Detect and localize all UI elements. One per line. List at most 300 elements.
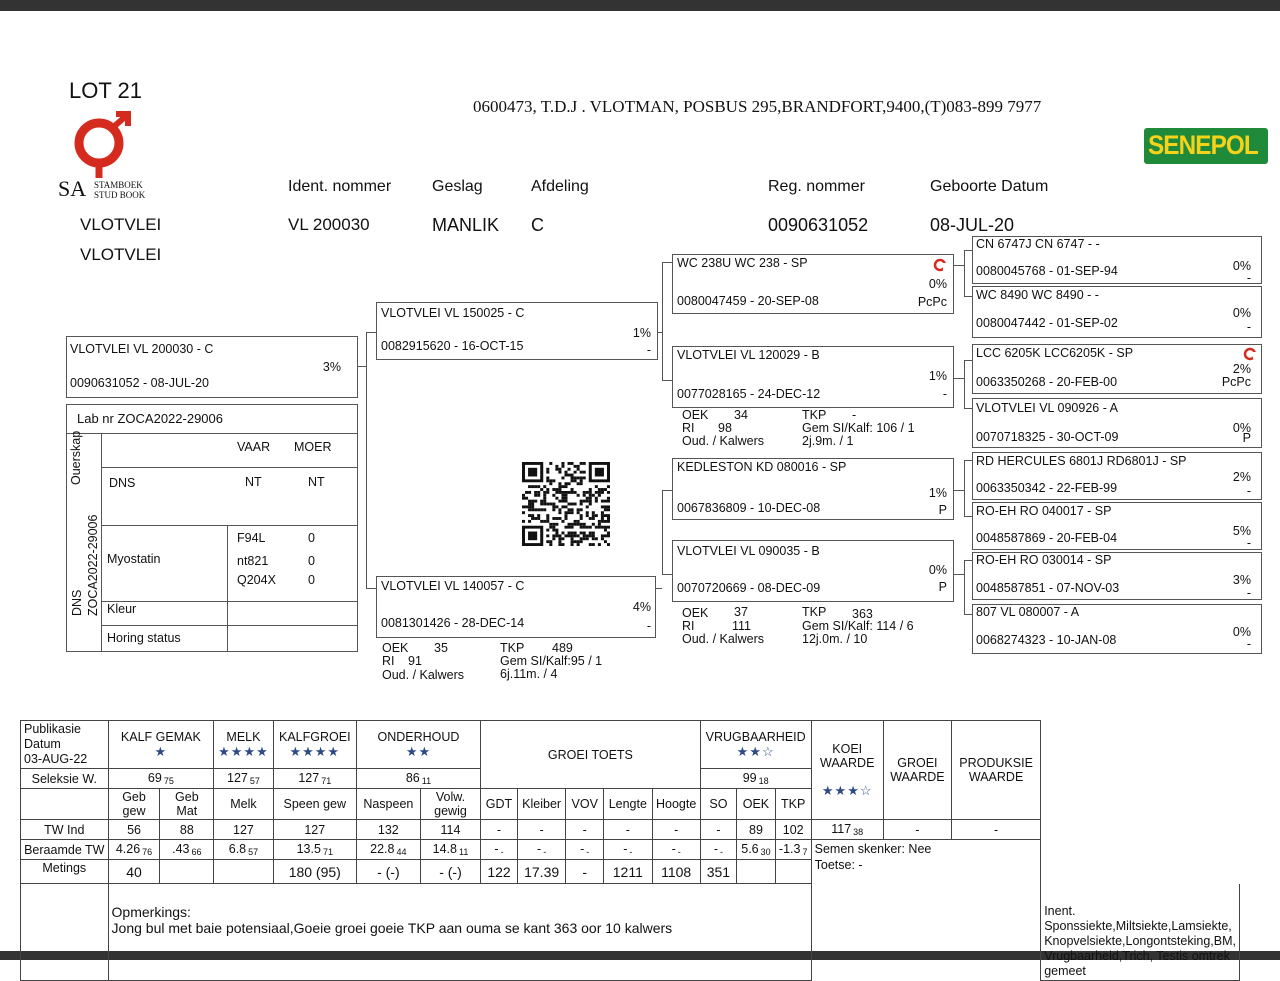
ss-code: PcPc	[917, 295, 947, 309]
self-reg: 0090631052 - 08-JUL-20	[70, 376, 209, 390]
star-rating: ★★★☆	[821, 783, 873, 798]
connector	[366, 588, 376, 589]
column-header: Lengte	[604, 789, 653, 820]
sd-reg: 0077028165 - 24-DEC-12	[677, 387, 821, 401]
reg-label: Reg. nommer	[768, 178, 865, 195]
column-header: SO	[700, 789, 736, 820]
sdd-code: P	[1242, 431, 1251, 445]
ddd-pct: 0%	[1232, 625, 1251, 639]
column-header: Melk	[214, 789, 274, 820]
ebv-label: Beraamde TW	[21, 840, 109, 860]
connector	[964, 360, 972, 361]
value: -	[580, 842, 585, 856]
sdd-reg: 0070718325 - 30-OCT-09	[976, 430, 1119, 444]
connector	[662, 574, 672, 575]
dds-pct: 3%	[1232, 573, 1251, 587]
connector	[964, 250, 965, 296]
connector	[964, 460, 972, 461]
pedigree-dds[interactable]	[972, 552, 1262, 600]
stat-label: Oud. / Kalwers	[382, 668, 464, 682]
tw-value: -	[952, 820, 1041, 840]
value: .43	[172, 842, 190, 856]
sel-kalf	[108, 769, 214, 789]
pedigree-ddd[interactable]	[972, 604, 1262, 654]
top-bar	[0, 0, 1280, 11]
kalfgroei-header	[273, 721, 356, 769]
senepol-logo	[1144, 128, 1268, 164]
stat-label: OEK	[382, 641, 409, 655]
meet-value	[214, 860, 274, 884]
produksie-header: PRODUKSIE WAARDE	[952, 721, 1041, 820]
stat-label: RI	[682, 421, 695, 435]
dam-ri: 91	[408, 654, 422, 668]
accuracy: 75	[163, 776, 174, 786]
dam-code: -	[646, 619, 651, 633]
dds-name: RO-EH RO 030014 - SP	[976, 553, 1112, 567]
myo-val: 0	[308, 573, 315, 587]
myo-key: F94L	[237, 531, 266, 545]
dd-code: P	[938, 580, 947, 594]
vrugbaar-header	[700, 721, 811, 769]
vaar-header: VAAR	[237, 440, 271, 454]
stat-label: RI	[682, 619, 695, 633]
sd-name: VLOTVLEI VL 120029 - B	[677, 348, 820, 362]
connector	[954, 574, 964, 575]
meet-value: 180 (95)	[273, 860, 356, 884]
stat-label: Oud. / Kalwers	[682, 632, 764, 646]
groei-header: GROEI WAARDE	[883, 721, 951, 820]
ebv-value	[775, 840, 811, 860]
birth-label: Geboorte Datum	[930, 178, 1049, 195]
star-rating: ★★	[405, 743, 432, 759]
connector	[964, 360, 965, 408]
pub-cell	[21, 721, 109, 769]
ss-name: WC 238U WC 238 - SP	[677, 256, 808, 270]
dsd-name: RO-EH RO 040017 - SP	[976, 504, 1112, 518]
accuracy: -	[586, 847, 590, 857]
tw-label: TW Ind	[21, 820, 109, 840]
meet-value	[160, 860, 214, 884]
dam-pct: 4%	[632, 600, 651, 614]
sdd-name: VLOTVLEI VL 090926 - A	[976, 401, 1118, 415]
pedigree-dam[interactable]	[376, 576, 656, 638]
sex-value: MANLIK	[432, 215, 500, 235]
dd-age: 12j.0m. / 10	[802, 632, 868, 646]
myo-key: Q204X	[237, 573, 276, 587]
connector	[964, 296, 972, 297]
logo-line2: STUD BOOK	[94, 190, 146, 200]
meet-value: - (-)	[356, 860, 420, 884]
toetse-text: Toetse: -	[814, 858, 863, 872]
meet-label: Metings	[21, 860, 109, 884]
herd-name-2: VLOTVLEI	[80, 245, 162, 264]
senepol-text: SENEPOL	[1148, 130, 1258, 160]
meet-value: -	[566, 860, 604, 884]
sdd-pct: 0%	[1232, 421, 1251, 435]
tw-value: -	[481, 820, 518, 840]
connector	[662, 262, 672, 263]
sel-onderhoud	[356, 769, 480, 789]
ebv-value	[108, 840, 160, 860]
sd-tkp: -	[852, 408, 857, 422]
selection-label: Seleksie W.	[21, 769, 109, 789]
test-line: Vrugbaarheid,Trich, Testis omtrek gemeet	[1044, 948, 1230, 978]
dna-panel	[66, 404, 358, 652]
lab-number: Lab nr ZOCA2022-29006	[77, 411, 223, 426]
ebv-value	[160, 840, 214, 860]
ds-pct: 1%	[928, 486, 947, 500]
genomic-tested-icon	[933, 258, 949, 272]
tw-koei	[811, 820, 883, 840]
column-header: VOV	[566, 789, 604, 820]
sds-reg: 0063350268 - 20-FEB-00	[976, 375, 1118, 389]
pedigree-dam-sire[interactable]	[672, 458, 954, 520]
connector	[662, 490, 672, 491]
connector	[662, 262, 663, 380]
myo-val: 0	[308, 554, 315, 568]
connector	[656, 588, 662, 589]
accuracy: 71	[321, 776, 332, 786]
connector	[954, 378, 964, 379]
connector	[964, 460, 965, 516]
dam-reg: 0081301426 - 28-DEC-14	[381, 616, 525, 630]
dns-vertical-code: ZOCA2022-29006	[86, 514, 100, 616]
pedigree-sdd[interactable]	[972, 398, 1262, 448]
dam-gem: Gem SI/Kalf:95 / 1	[500, 654, 603, 668]
ebv-value	[566, 840, 604, 860]
connector	[662, 380, 672, 381]
value: 6.8	[228, 842, 247, 856]
herd-name-1: VLOTVLEI	[80, 215, 162, 234]
meet-value	[737, 860, 776, 884]
test-line: Knopvelsiekte,Longontsteking,BM,	[1044, 933, 1236, 948]
ddd-reg: 0068274323 - 10-JAN-08	[976, 633, 1117, 647]
sd-oek: 34	[734, 408, 748, 422]
myo-key: nt821	[237, 554, 269, 568]
test-line: Inent. Sponssiekte,Miltsiekte,Lamsiekte,	[1044, 903, 1232, 933]
column-header: OEK	[737, 789, 776, 820]
birth-value: 08-JUL-20	[930, 215, 1015, 235]
value: -	[713, 842, 718, 856]
blank-cell	[21, 789, 109, 820]
dss-name: RD HERCULES 6801J RD6801J - SP	[976, 454, 1187, 468]
ssd-name: WC 8490 WC 8490 - -	[976, 288, 1099, 302]
sds-code: PcPc	[1221, 375, 1251, 389]
accuracy: 38	[853, 827, 864, 837]
dns-vertical-label: DNS	[70, 589, 84, 616]
kalf-header	[108, 721, 214, 769]
ebv-value	[481, 840, 518, 860]
groeitoets-header: GROEI TOETS	[481, 721, 701, 789]
pedigree-self[interactable]	[66, 336, 358, 398]
meet-value: 40	[108, 860, 160, 884]
connector	[964, 560, 972, 561]
stat-label: OEK	[682, 606, 709, 620]
sel-vrugbaar	[700, 769, 811, 789]
value: -1.3	[778, 842, 801, 856]
value: 69	[147, 771, 162, 785]
sel-melk	[214, 769, 274, 789]
connector	[954, 265, 964, 266]
sd-ri: 98	[718, 421, 732, 435]
pub-label: Publikasie Datum	[24, 722, 81, 751]
tw-value: -	[652, 820, 700, 840]
connector	[954, 490, 964, 491]
ident-label: Ident. nommer	[288, 178, 392, 195]
tw-value: -	[604, 820, 653, 840]
value: 127	[298, 771, 320, 785]
accuracy: 57	[248, 847, 259, 857]
meet-value: 1211	[604, 860, 653, 884]
stat-label: TKP	[802, 605, 827, 619]
meet-value: 1108	[652, 860, 700, 884]
meet-value: 17.39	[517, 860, 566, 884]
sss-name: CN 6747J CN 6747 - -	[976, 237, 1100, 251]
ssd-pct: 0%	[1232, 306, 1251, 320]
dd-name: VLOTVLEI VL 090035 - B	[677, 544, 820, 558]
dsd-code: -	[1246, 536, 1251, 550]
sd-gem: Gem SI/Kalf: 106 / 1	[802, 421, 915, 435]
tw-value: 102	[775, 820, 811, 840]
accuracy: 76	[142, 847, 153, 857]
value: 4.26	[115, 842, 141, 856]
accuracy: 7	[802, 847, 808, 857]
pedigree-dam-dam[interactable]	[672, 540, 954, 602]
dd-reg: 0070720669 - 08-DEC-09	[677, 581, 821, 595]
tw-value: -	[883, 820, 951, 840]
accuracy: 57	[249, 776, 260, 786]
group-label: VRUGBAARHEID	[705, 729, 806, 744]
group-label: ONDERHOUD	[377, 729, 460, 744]
ebv-value	[517, 840, 566, 860]
sire-pct: 1%	[632, 326, 651, 340]
myo-val: 0	[308, 531, 315, 545]
ds-reg: 0067836809 - 10-DEC-08	[677, 501, 821, 515]
tests-cell	[1041, 884, 1240, 981]
dns-moer: NT	[308, 475, 325, 489]
accuracy: 11	[421, 776, 432, 786]
column-header: Speen gew	[273, 789, 356, 820]
star-rating: ★★★★	[218, 743, 269, 759]
tw-value: 114	[420, 820, 480, 840]
dam-tkp: 489	[552, 641, 573, 655]
melk-header	[214, 721, 274, 769]
pedigree-sss[interactable]	[972, 236, 1262, 284]
horing-label: Horing status	[107, 631, 181, 645]
dns-vaar: NT	[245, 475, 262, 489]
pedigree-sire-sire[interactable]	[672, 254, 954, 314]
stat-label: Oud. / Kalwers	[682, 434, 764, 448]
performance-table	[20, 720, 1240, 981]
group-label: KALFGROEI	[279, 729, 351, 744]
lot-number: LOT 21	[69, 78, 142, 103]
pedigree-sds[interactable]	[972, 344, 1262, 394]
connector	[964, 408, 972, 409]
ssd-code: -	[1246, 320, 1251, 334]
dd-gem: Gem SI/Kalf: 114 / 6	[802, 619, 914, 633]
column-header: TKP	[775, 789, 811, 820]
sds-name: LCC 6205K LCC6205K - SP	[976, 346, 1134, 360]
value: 86	[405, 771, 420, 785]
value: -	[494, 842, 499, 856]
dd-pct: 0%	[928, 563, 947, 577]
accuracy: 11	[458, 847, 469, 857]
division-value: C	[531, 215, 544, 235]
sex-label: Geslag	[432, 178, 483, 195]
stat-label: TKP	[500, 641, 525, 655]
breeder-line: 0600473, T.D.J . VLOTMAN, POSBUS 295,BRANDFORT,9400,(T)083-899 7977	[473, 97, 1042, 116]
tw-value: -	[700, 820, 736, 840]
connector	[964, 516, 972, 517]
stat-label: TKP	[802, 408, 827, 422]
dds-reg: 0048587851 - 07-NOV-03	[976, 581, 1120, 595]
star-rating: ★	[154, 743, 168, 759]
tw-value: 89	[737, 820, 776, 840]
stat-label: OEK	[682, 408, 709, 422]
ss-pct: 0%	[928, 277, 947, 291]
column-header: Hoogte	[652, 789, 700, 820]
connector	[964, 250, 972, 251]
ebv-value	[737, 840, 776, 860]
ebv-value	[356, 840, 420, 860]
ds-name: KEDLESTON KD 080016 - SP	[677, 460, 847, 474]
sd-age: 2j.9m. / 1	[802, 434, 854, 448]
sire-code: -	[646, 343, 651, 357]
accuracy: -	[719, 847, 723, 857]
value: 5.6	[741, 842, 759, 856]
value: 127	[227, 771, 248, 785]
accuracy: -	[500, 847, 504, 857]
sds-pct: 2%	[1232, 362, 1251, 376]
self-name: VLOTVLEI VL 200030 - C	[70, 342, 214, 356]
column-header: Geb gew	[108, 789, 160, 820]
reg-value: 0090631052	[768, 215, 869, 235]
pedigree-sire[interactable]	[376, 302, 658, 360]
tw-value: 127	[214, 820, 274, 840]
dds-code: -	[1246, 586, 1251, 600]
tw-value: -	[566, 820, 604, 840]
kleur-label: Kleur	[107, 602, 137, 616]
sd-pct: 1%	[928, 369, 947, 383]
ssd-reg: 0080047442 - 01-SEP-02	[976, 316, 1118, 330]
tw-value: 132	[356, 820, 420, 840]
connector	[366, 332, 367, 588]
ddd-code: -	[1246, 637, 1251, 651]
remarks-label: Opmerkings:	[111, 904, 191, 920]
value: 99	[742, 771, 757, 785]
tw-value: 56	[108, 820, 160, 840]
pub-date: 03-AUG-22	[24, 752, 88, 766]
ebv-value	[273, 840, 356, 860]
stat-label: RI	[382, 654, 395, 668]
star-rating: ★★☆	[736, 743, 775, 759]
sd-code: -	[942, 387, 947, 401]
blank-cell	[21, 884, 109, 981]
pedigree-dss[interactable]	[972, 452, 1262, 500]
dam-age: 6j.11m. / 4	[500, 667, 558, 681]
accuracy: 44	[396, 847, 407, 857]
dns-label: DNS	[109, 476, 136, 490]
column-header: Volw. gewig	[420, 789, 480, 820]
value: -	[537, 842, 542, 856]
myostatin-label: Myostatin	[107, 552, 161, 566]
tw-value: 127	[273, 820, 356, 840]
meet-value: - (-)	[420, 860, 480, 884]
group-label: KALF GEMAK	[120, 729, 201, 744]
accuracy: -	[629, 847, 633, 857]
column-header: GDT	[481, 789, 518, 820]
connector	[358, 366, 366, 367]
accuracy: 66	[191, 847, 202, 857]
sire-name: VLOTVLEI VL 150025 - C	[381, 306, 525, 320]
dss-pct: 2%	[1232, 470, 1251, 484]
connector	[662, 490, 663, 574]
sa-studbook-logo	[58, 110, 158, 205]
ebv-value	[214, 840, 274, 860]
accuracy: -	[677, 847, 681, 857]
dd-tkp: 363	[852, 607, 873, 621]
accuracy: -	[543, 847, 547, 857]
ebv-value	[652, 840, 700, 860]
sel-kalfgroei	[273, 769, 356, 789]
sss-reg: 0080045768 - 01-SEP-94	[976, 264, 1118, 278]
ebv-value	[700, 840, 736, 860]
self-pct: 3%	[322, 360, 341, 374]
column-header: Kleiber	[517, 789, 566, 820]
dsd-reg: 0048587869 - 20-FEB-04	[976, 531, 1118, 545]
dam-oek: 35	[434, 641, 448, 655]
meet-value: 122	[481, 860, 518, 884]
dss-code: -	[1246, 484, 1251, 498]
dam-name: VLOTVLEI VL 140057 - C	[381, 579, 525, 593]
semen-text: Semen skenker: Nee	[814, 842, 932, 856]
dsd-pct: 5%	[1232, 524, 1251, 538]
pedigree-sire-dam[interactable]	[672, 346, 954, 408]
accuracy: 30	[760, 847, 771, 857]
accuracy: 18	[758, 776, 769, 786]
tw-value: -	[517, 820, 566, 840]
value: 117	[831, 822, 852, 836]
connector	[964, 614, 972, 615]
value: 14.8	[432, 842, 457, 856]
sss-pct: 0%	[1232, 259, 1251, 273]
connector	[964, 560, 965, 614]
onderhoud-header	[356, 721, 480, 769]
qr-code[interactable]	[522, 462, 610, 546]
moer-header: MOER	[294, 440, 332, 454]
dss-reg: 0063350342 - 22-FEB-99	[976, 481, 1118, 495]
pedigree-dsd[interactable]	[972, 502, 1262, 550]
koei-header	[811, 721, 883, 820]
remarks-cell	[108, 884, 811, 981]
ss-reg: 0080047459 - 20-SEP-08	[677, 294, 819, 308]
column-header: Naspeen	[356, 789, 420, 820]
value: -	[671, 842, 676, 856]
connector	[366, 332, 376, 333]
ouerskap-label: Ouerskap	[69, 430, 83, 485]
division-label: Afdeling	[531, 178, 589, 195]
semen-cell	[811, 840, 1041, 981]
pedigree-ssd[interactable]	[972, 286, 1262, 338]
tw-value: 88	[160, 820, 214, 840]
remarks-text: Jong bul met baie potensiaal,Goeie groei goeie TKP aan ouma se kant 363 oor 10 kalwers	[111, 920, 673, 936]
ident-value: VL 200030	[288, 215, 370, 234]
value: -	[623, 842, 628, 856]
group-label: MELK	[226, 729, 261, 744]
ds-code: P	[938, 503, 947, 517]
logo-sa: SA	[58, 176, 87, 201]
ebv-value	[420, 840, 480, 860]
